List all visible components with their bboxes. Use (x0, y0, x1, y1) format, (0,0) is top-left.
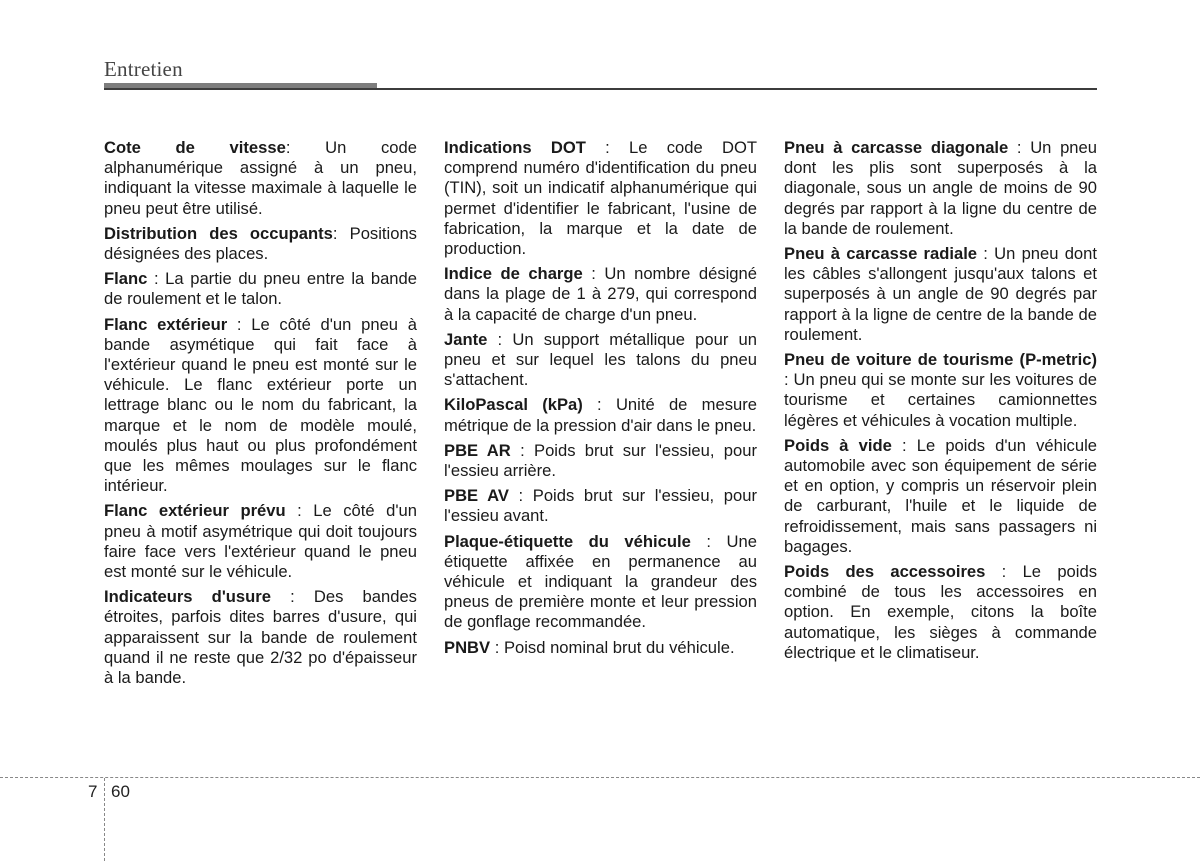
glossary-term: Flanc extérieur (104, 314, 228, 334)
glossary-definition: Poids brut sur l'essieu, pour l'essieu arrière. (444, 440, 757, 481)
glossary-entry (444, 638, 757, 658)
glossary-entry (784, 138, 1097, 239)
term-separator: : (977, 244, 995, 264)
term-separator: : (985, 562, 1023, 582)
term-separator: : (510, 440, 534, 460)
glossary-term: Pneu à carcasse diagonale (784, 138, 1009, 157)
glossary-definition: Positions désignées des places. (104, 223, 417, 264)
glossary-term: PBE AR (444, 440, 511, 460)
glossary-definition: Un nombre désigné dans la plage de 1 à 279, qui correspond à la capacité de charge d'un pneu. (444, 264, 757, 324)
section-title: Entretien (104, 57, 183, 81)
term-separator: : (490, 637, 504, 657)
glossary-entry (784, 562, 1097, 663)
glossary-column-1 (104, 138, 417, 693)
glossary-definition: Un pneu dont les plis sont superposés à la diagonale, sous un angle de moins de 90 degrés par rapport à la ligne du centre de la bande de roulement. (784, 138, 1097, 238)
term-separator: : (891, 435, 917, 455)
glossary-term: Jante (444, 329, 488, 349)
term-separator: : (582, 395, 616, 415)
glossary-definition: La partie du pneu entre la bande de roulement et le talon. (104, 269, 417, 309)
glossary-term: Pneu à carcasse radiale (784, 244, 978, 264)
glossary-entry (104, 269, 417, 309)
footer-vertical-divider (104, 778, 105, 861)
glossary-term: Indications DOT (444, 138, 586, 157)
glossary-definition: Le côté d'un pneu à motif asymétrique qui doit toujours faire face vers l'extérieur quand le pneu est monté sur le véhicule. (104, 501, 417, 582)
glossary-entry (444, 441, 757, 481)
glossary-entry (784, 350, 1097, 431)
term-separator: : (270, 587, 314, 607)
glossary-term: PNBV (444, 637, 491, 657)
glossary-entry (784, 436, 1097, 557)
glossary-entry (104, 587, 417, 688)
term-separator: : (227, 314, 252, 334)
term-separator: : (690, 531, 727, 551)
term-separator: : (1008, 138, 1031, 157)
glossary-entry (104, 501, 417, 582)
term-separator: : (585, 138, 629, 157)
glossary-entry (444, 395, 757, 435)
glossary-definition: Une étiquette affixée en permanence au véhicule et indiquant la grandeur des pneus de première monte et leur pression de gonflage recommandée. (444, 531, 757, 632)
glossary-definition: Un pneu dont les câbles s'allongent jusqu'aux talons et superposés à un angle de 90 degrés par rapport à la ligne de centre de la bande de roulement. (784, 244, 1098, 344)
glossary-entry (444, 138, 757, 259)
term-separator: : (487, 329, 513, 349)
glossary-entry (444, 532, 757, 633)
glossary-entry (104, 138, 417, 219)
term-separator: : (285, 138, 326, 157)
term-separator: : (332, 223, 350, 243)
glossary-term: Indicateurs d'usure (104, 587, 271, 607)
glossary-entry (784, 244, 1097, 345)
glossary-definition: Poids brut sur l'essieu, pour l'essieu avant. (444, 486, 757, 526)
glossary-entry (444, 264, 757, 325)
glossary-column-2 (444, 138, 757, 663)
glossary-term: Plaque-étiquette du véhicule (444, 531, 691, 551)
glossary-term: Flanc extérieur prévu (104, 501, 286, 521)
glossary-entry (104, 315, 417, 497)
glossary-term: Poids des accessoires (784, 562, 986, 582)
glossary-term: KiloPascal (kPa) (444, 395, 583, 415)
glossary-term: Distribution des occupants (104, 223, 333, 243)
glossary-definition: Le côté d'un pneu à bande asymétique qui fait face à l'extérieur quand le pneu est monté sur le véhicule. Le flanc extérieur porte un lettrage blanc ou le nom du fabricant, la marque et le nom de modèle moulé, moulés plus haut ou plus profondément que les mêmes moulages sur le flanc intérieur. (104, 314, 417, 496)
glossary-definition: Des bandes étroites, parfois dites barres d'usure, qui apparaissent sur la bande de roulement quand il ne reste que 2/32 po d'épaisseur à la bande. (104, 587, 417, 688)
footer-divider (0, 777, 1200, 778)
glossary-column-3 (784, 138, 1097, 668)
term-separator: : (147, 269, 166, 289)
chapter-number: 7 (88, 782, 98, 801)
glossary-definition: Poisd nominal brut du véhicule. (503, 637, 735, 657)
term-separator: : (784, 370, 794, 390)
glossary-term: Flanc (104, 269, 148, 289)
glossary-term: Poids à vide (784, 435, 892, 455)
glossary-term: Cote de vitesse (104, 138, 286, 157)
glossary-entry (104, 224, 417, 264)
glossary-term: Pneu de voiture de tourisme (P-metric) (784, 350, 1097, 370)
term-separator: : (582, 264, 605, 284)
glossary-definition: Un pneu qui se monte sur les voitures de tourisme et certaines camionnettes légères et véhicules à vocation multiple. (784, 370, 1097, 430)
glossary-entry (444, 330, 757, 391)
glossary-term: PBE AV (444, 486, 509, 506)
glossary-definition: Le poids combiné de tous les accessoires en option. En exemple, citons la boîte automatique, les sièges à commande électrique et le climatiseur. (784, 562, 1097, 662)
header-rule (104, 88, 1097, 90)
term-separator: : (508, 486, 533, 506)
glossary-definition: Le code DOT comprend numéro d'identification du pneu (TIN), soit un indicatif alphanumérique qui permet d'identifier le fabricant, l'usine de fabrication, la marque et la date de production. (444, 138, 757, 259)
glossary-entry (444, 486, 757, 526)
page-number: 60 (111, 782, 130, 801)
glossary-definition: Unité de mesure métrique de la pression d'air dans le pneu. (444, 395, 757, 435)
glossary-term: Indice de charge (444, 264, 583, 284)
glossary-definition: Un support métallique pour un pneu et sur lequel les talons du pneu s'attachent. (444, 329, 757, 390)
glossary-definition: Le poids d'un véhicule automobile avec son équipement de série et en option, y compris un réservoir plein de carburant, l'huile et le liquide de refroidissement, mais sans passagers ni bagages. (784, 435, 1097, 556)
term-separator: : (285, 501, 314, 521)
glossary-definition: Un code alphanumérique assigné à un pneu, indiquant la vitesse maximale à laquelle le pneu peut être utilisé. (104, 138, 417, 218)
